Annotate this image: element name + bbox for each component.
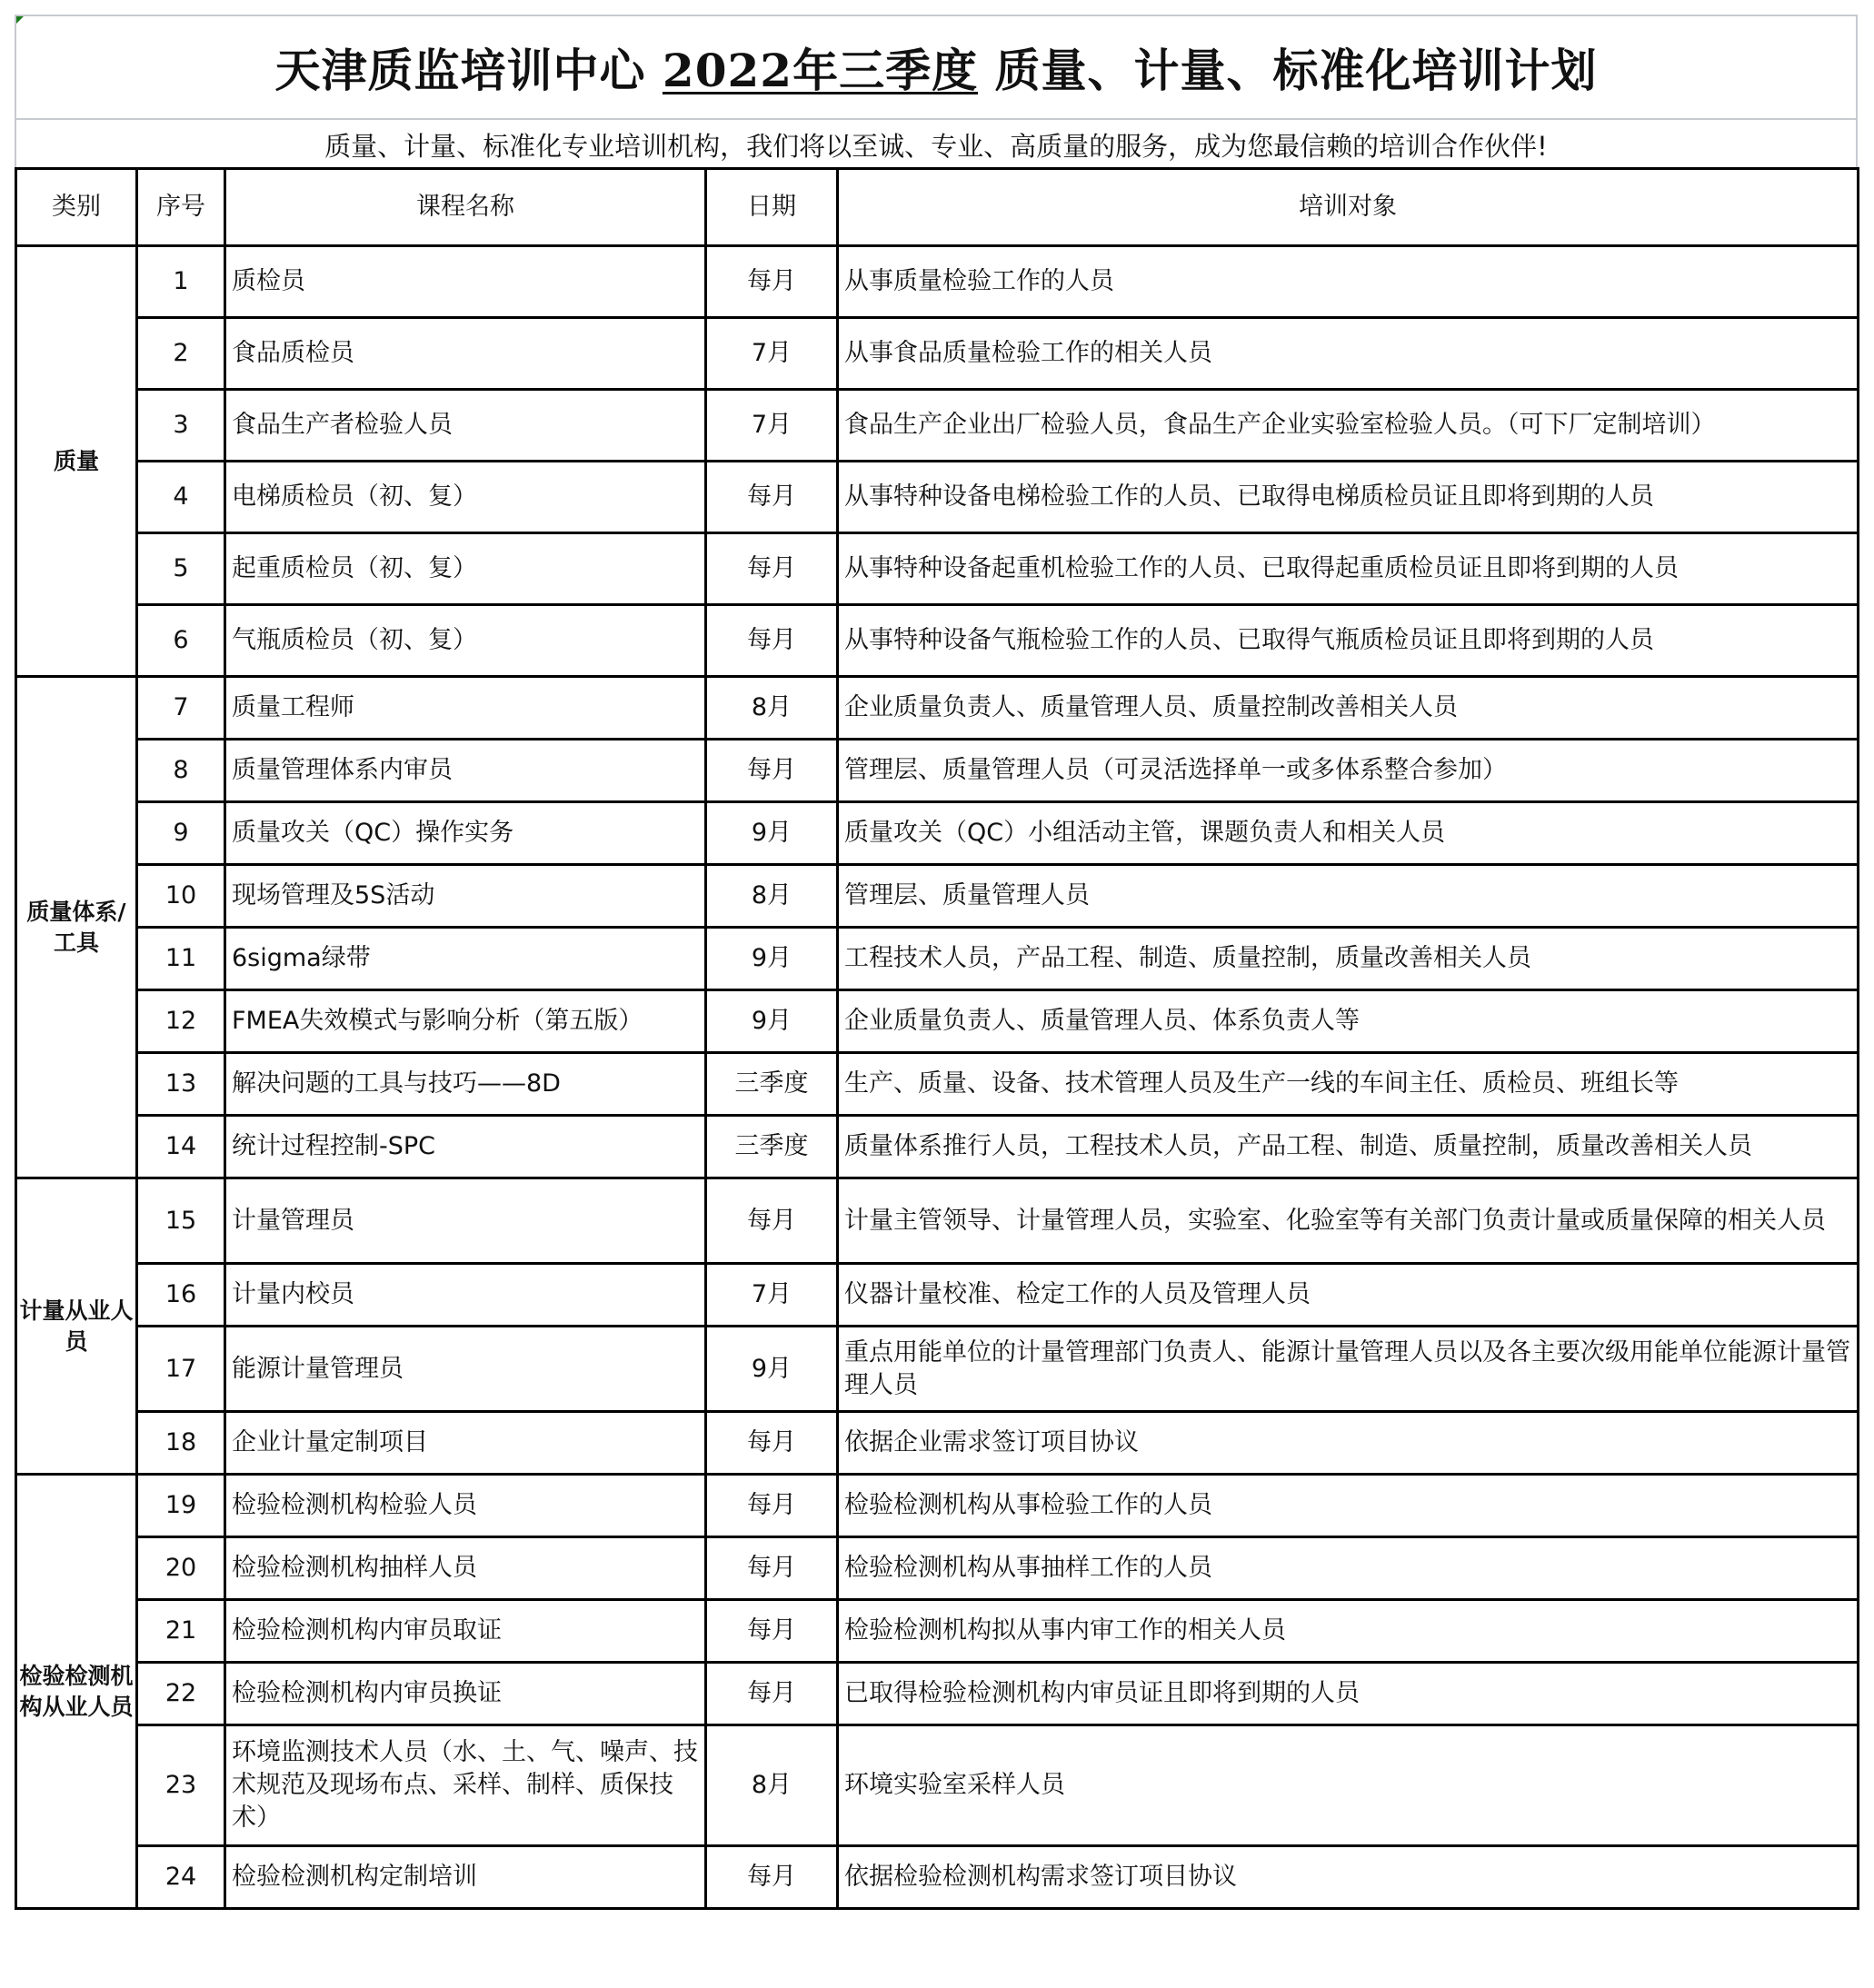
slogan: 质量、计量、标准化专业培训机构，我们将以至诚、专业、高质量的服务，成为您最信赖的培训合作伙伴! <box>324 131 1548 162</box>
table-row <box>16 802 1859 865</box>
col-header-course: 课程名称 <box>225 169 706 246</box>
date-cell: 每月 <box>706 533 838 605</box>
title-period: 2022年三季度 <box>662 44 979 97</box>
date-cell: 每月 <box>706 1537 838 1600</box>
course-name-cell: 检验检测机构内审员取证 <box>225 1600 706 1663</box>
target-cell: 质量体系推行人员，工程技术人员，产品工程、制造、质量控制，质量改善相关人员 <box>838 1116 1859 1178</box>
seq-cell: 21 <box>137 1600 225 1663</box>
seq-cell: 24 <box>137 1846 225 1909</box>
target-cell: 食品生产企业出厂检验人员，食品生产企业实验室检验人员。（可下厂定制培训） <box>838 390 1859 462</box>
date-cell: 每月 <box>706 605 838 677</box>
seq-cell: 23 <box>137 1725 225 1846</box>
date-cell: 9月 <box>706 928 838 990</box>
page-title <box>274 35 1597 100</box>
table-row <box>16 865 1859 928</box>
title-topic: 质量、计量、标准化培训计划 <box>978 44 1598 97</box>
date-cell: 每月 <box>706 1663 838 1725</box>
course-name-cell: 起重质检员（初、复） <box>225 533 706 605</box>
table-row <box>16 1053 1859 1116</box>
target-cell: 检验检测机构从事检验工作的人员 <box>838 1475 1859 1537</box>
seq-cell: 7 <box>137 677 225 740</box>
table-row <box>16 990 1859 1053</box>
table-row <box>16 1475 1859 1537</box>
seq-cell: 19 <box>137 1475 225 1537</box>
date-cell: 7月 <box>706 318 838 390</box>
seq-cell: 13 <box>137 1053 225 1116</box>
table-row <box>16 1327 1859 1412</box>
date-cell: 每月 <box>706 1600 838 1663</box>
course-name-cell: 6sigma绿带 <box>225 928 706 990</box>
course-name-cell: 环境监测技术人员（水、土、气、噪声、技术规范及现场布点、采样、制样、质保技术） <box>225 1725 706 1846</box>
date-cell: 7月 <box>706 1264 838 1327</box>
course-name-cell: 解决问题的工具与技巧——8D <box>225 1053 706 1116</box>
table-row <box>16 1264 1859 1327</box>
col-header-seq: 序号 <box>137 169 225 246</box>
target-cell: 质量攻关（QC）小组活动主管，课题负责人和相关人员 <box>838 802 1859 865</box>
seq-cell: 17 <box>137 1327 225 1412</box>
seq-cell: 9 <box>137 802 225 865</box>
date-cell: 9月 <box>706 1327 838 1412</box>
course-name-cell: 食品质检员 <box>225 318 706 390</box>
course-name-cell: 检验检测机构定制培训 <box>225 1846 706 1909</box>
course-name-cell: 检验检测机构检验人员 <box>225 1475 706 1537</box>
date-cell: 7月 <box>706 390 838 462</box>
seq-cell: 2 <box>137 318 225 390</box>
course-name-cell: 统计过程控制-SPC <box>225 1116 706 1178</box>
target-cell: 已取得检验检测机构内审员证且即将到期的人员 <box>838 1663 1859 1725</box>
table-row <box>16 1178 1859 1264</box>
table-header-row <box>16 169 1859 246</box>
seq-cell: 1 <box>137 246 225 318</box>
training-plan-table <box>15 167 1859 1910</box>
course-name-cell: 食品生产者检验人员 <box>225 390 706 462</box>
course-name-cell: 质检员 <box>225 246 706 318</box>
target-cell: 依据企业需求签订项目协议 <box>838 1412 1859 1475</box>
date-cell: 每月 <box>706 1475 838 1537</box>
table-row <box>16 318 1859 390</box>
date-cell: 8月 <box>706 865 838 928</box>
col-header-category: 类别 <box>16 169 137 246</box>
date-cell: 8月 <box>706 677 838 740</box>
course-name-cell: 检验检测机构抽样人员 <box>225 1537 706 1600</box>
table-row <box>16 677 1859 740</box>
date-cell: 每月 <box>706 246 838 318</box>
seq-cell: 8 <box>137 740 225 802</box>
target-cell: 企业质量负责人、质量管理人员、质量控制改善相关人员 <box>838 677 1859 740</box>
category-cell: 质量体系/工具 <box>16 677 137 1178</box>
cell-comment-marker-icon <box>16 16 24 24</box>
title-org: 天津质监培训中心 <box>274 44 663 97</box>
target-cell: 从事食品质量检验工作的相关人员 <box>838 318 1859 390</box>
course-name-cell: 计量管理员 <box>225 1178 706 1264</box>
target-cell: 重点用能单位的计量管理部门负责人、能源计量管理人员以及各主要次级用能单位能源计量管理人员 <box>838 1327 1859 1412</box>
seq-cell: 15 <box>137 1178 225 1264</box>
target-cell: 工程技术人员，产品工程、制造、质量控制，质量改善相关人员 <box>838 928 1859 990</box>
seq-cell: 5 <box>137 533 225 605</box>
target-cell: 从事特种设备起重机检验工作的人员、已取得起重质检员证且即将到期的人员 <box>838 533 1859 605</box>
col-header-target: 培训对象 <box>838 169 1859 246</box>
seq-cell: 11 <box>137 928 225 990</box>
date-cell: 每月 <box>706 462 838 533</box>
table-row <box>16 1663 1859 1725</box>
col-header-date: 日期 <box>706 169 838 246</box>
table-row <box>16 1846 1859 1909</box>
target-cell: 管理层、质量管理人员（可灵活选择单一或多体系整合参加） <box>838 740 1859 802</box>
seq-cell: 16 <box>137 1264 225 1327</box>
course-name-cell: FMEA失效模式与影响分析（第五版） <box>225 990 706 1053</box>
date-cell: 9月 <box>706 802 838 865</box>
category-cell: 质量 <box>16 246 137 677</box>
table-row <box>16 462 1859 533</box>
course-name-cell: 质量工程师 <box>225 677 706 740</box>
course-name-cell: 现场管理及5S活动 <box>225 865 706 928</box>
table-row <box>16 1537 1859 1600</box>
seq-cell: 12 <box>137 990 225 1053</box>
seq-cell: 18 <box>137 1412 225 1475</box>
table-row <box>16 740 1859 802</box>
category-cell: 计量从业人员 <box>16 1178 137 1475</box>
title-banner <box>15 15 1858 120</box>
date-cell: 三季度 <box>706 1053 838 1116</box>
subtitle-banner <box>15 120 1858 167</box>
target-cell: 从事特种设备电梯检验工作的人员、已取得电梯质检员证且即将到期的人员 <box>838 462 1859 533</box>
table-row <box>16 390 1859 462</box>
target-cell: 企业质量负责人、质量管理人员、体系负责人等 <box>838 990 1859 1053</box>
target-cell: 依据检验检测机构需求签订项目协议 <box>838 1846 1859 1909</box>
date-cell: 每月 <box>706 1846 838 1909</box>
seq-cell: 22 <box>137 1663 225 1725</box>
course-name-cell: 计量内校员 <box>225 1264 706 1327</box>
table-row <box>16 246 1859 318</box>
course-name-cell: 能源计量管理员 <box>225 1327 706 1412</box>
target-cell: 管理层、质量管理人员 <box>838 865 1859 928</box>
course-name-cell: 企业计量定制项目 <box>225 1412 706 1475</box>
date-cell: 9月 <box>706 990 838 1053</box>
category-cell: 检验检测机构从业人员 <box>16 1475 137 1909</box>
date-cell: 8月 <box>706 1725 838 1846</box>
target-cell: 仪器计量校准、检定工作的人员及管理人员 <box>838 1264 1859 1327</box>
seq-cell: 20 <box>137 1537 225 1600</box>
target-cell: 检验检测机构从事抽样工作的人员 <box>838 1537 1859 1600</box>
seq-cell: 14 <box>137 1116 225 1178</box>
table-row <box>16 1725 1859 1846</box>
table-row <box>16 1116 1859 1178</box>
course-name-cell: 质量攻关（QC）操作实务 <box>225 802 706 865</box>
table-row <box>16 928 1859 990</box>
seq-cell: 6 <box>137 605 225 677</box>
course-name-cell: 质量管理体系内审员 <box>225 740 706 802</box>
seq-cell: 4 <box>137 462 225 533</box>
date-cell: 每月 <box>706 740 838 802</box>
table-row <box>16 1600 1859 1663</box>
date-cell: 三季度 <box>706 1116 838 1178</box>
date-cell: 每月 <box>706 1412 838 1475</box>
seq-cell: 10 <box>137 865 225 928</box>
target-cell: 检验检测机构拟从事内审工作的相关人员 <box>838 1600 1859 1663</box>
seq-cell: 3 <box>137 390 225 462</box>
course-name-cell: 气瓶质检员（初、复） <box>225 605 706 677</box>
table-row <box>16 533 1859 605</box>
table-row <box>16 1412 1859 1475</box>
date-cell: 每月 <box>706 1178 838 1264</box>
table-row <box>16 605 1859 677</box>
target-cell: 计量主管领导、计量管理人员，实验室、化验室等有关部门负责计量或质量保障的相关人员 <box>838 1178 1859 1264</box>
target-cell: 从事质量检验工作的人员 <box>838 246 1859 318</box>
target-cell: 生产、质量、设备、技术管理人员及生产一线的车间主任、质检员、班组长等 <box>838 1053 1859 1116</box>
target-cell: 从事特种设备气瓶检验工作的人员、已取得气瓶质检员证且即将到期的人员 <box>838 605 1859 677</box>
course-name-cell: 检验检测机构内审员换证 <box>225 1663 706 1725</box>
target-cell: 环境实验室采样人员 <box>838 1725 1859 1846</box>
course-name-cell: 电梯质检员（初、复） <box>225 462 706 533</box>
